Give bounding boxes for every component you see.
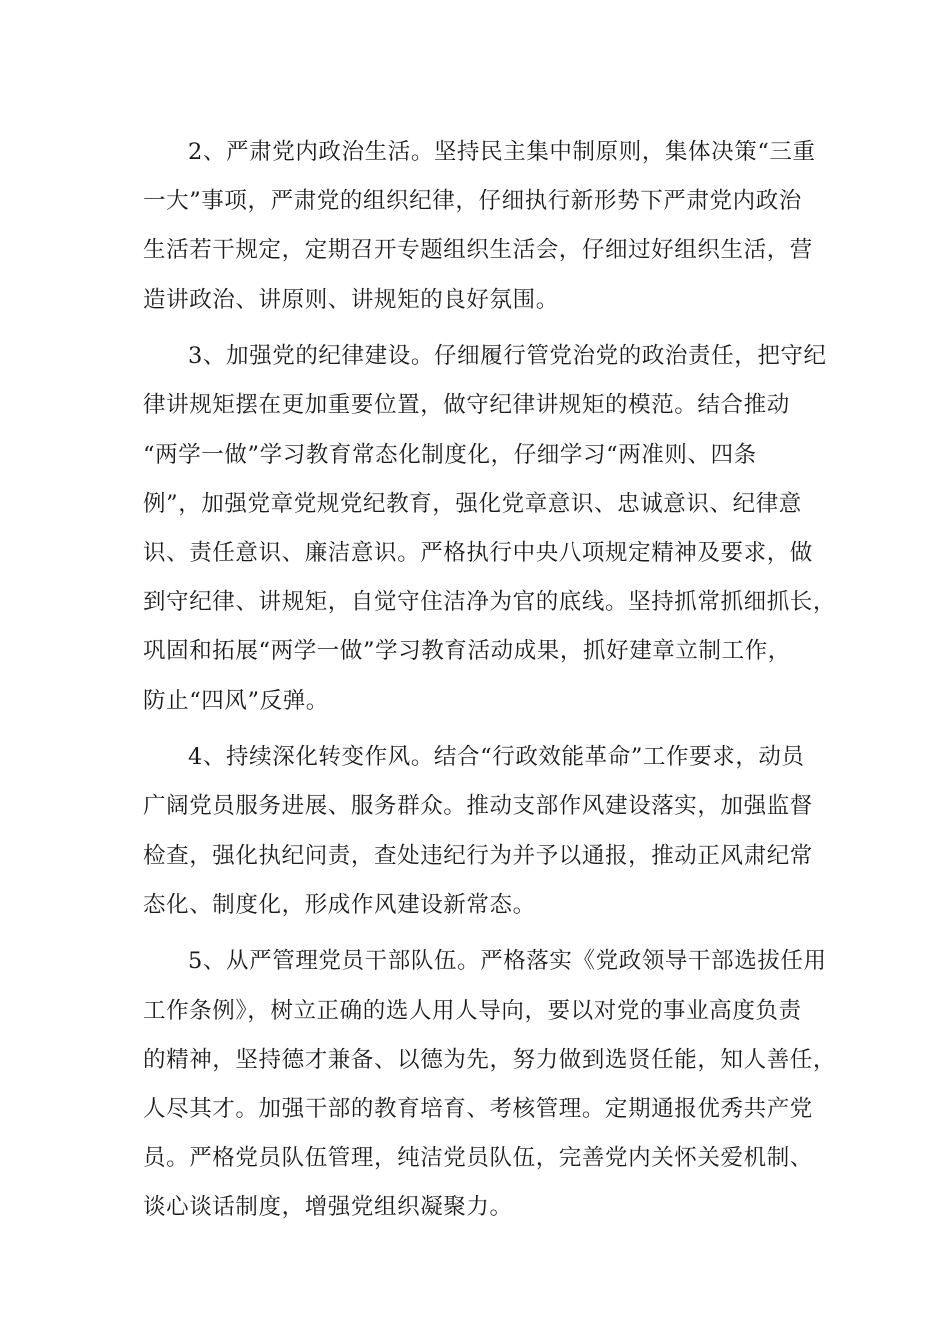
text-line: 人尽其才。加强干部的教育培育、考核管理。定期通报优秀共产党	[143, 1096, 813, 1123]
text-line: 员。严格党员队伍管理，纯洁党员队伍，完善党内关怀关爱机制、	[143, 1145, 813, 1172]
text-line: 例”，加强党章党规党纪教育，强化党章意识、忠诚意识、纪律意	[143, 490, 802, 517]
text-line: 4、持续深化转变作风。结合“行政效能革命”工作要求，动员	[188, 744, 805, 771]
paragraph-work-style	[143, 733, 815, 930]
text-line: 生活若干规定，定期召开专题组织生活会，仔细过好组织生活，营	[143, 237, 813, 264]
text-line: 律讲规矩摆在更加重要位置，做守纪律讲规矩的模范。结合推动	[143, 392, 790, 419]
text-line: 检查，强化执纪问责，查处违纪行为并予以通报，推动正风肃纪常	[143, 842, 813, 869]
paragraph-cadre-management	[143, 937, 837, 1232]
text-line: 识、责任意识、廉洁意识。严格执行中央八项规定精神及要求，做	[143, 540, 813, 567]
text-line: 到守纪律、讲规矩，自觉守住洁净为官的底线。坚持抓常抓细抓长，	[143, 589, 837, 616]
text-line: 3、加强党的纪律建设。仔细履行管党治党的政治责任，把守纪	[188, 343, 827, 370]
paragraph-strict-political-life	[143, 128, 815, 325]
text-line: 造讲政治、讲原则、讲规矩的良好氛围。	[143, 286, 559, 313]
paragraph-discipline-building	[143, 332, 837, 726]
text-line: 一大”事项，严肃党的组织纪律，仔细执行新形势下严肃党内政治	[143, 188, 802, 215]
text-line: “两学一做”学习教育常态化制度化，仔细学习“两准则、四条	[143, 441, 757, 468]
text-line: 工作条例》，树立正确的选人用人导向，要以对党的事业高度负责	[143, 997, 802, 1024]
text-line: 巩固和拓展“两学一做”学习教育活动成果，抓好建章立制工作，	[143, 638, 791, 665]
text-line: 谈心谈话制度，增强党组织凝聚力。	[143, 1194, 513, 1221]
text-line: 态化、制度化，形成作风建设新常态。	[143, 891, 536, 918]
text-line: 防止“四风”反弹。	[143, 687, 329, 714]
text-line: 广阔党员服务进展、服务群众。推动支部作风建设落实，加强监督	[143, 793, 813, 820]
text-line: 2、严肃党内政治生活。坚持民主集中制原则，集体决策“三重	[188, 139, 816, 165]
text-line: 5、从严管理党员干部队伍。严格落实《党政领导干部选拔任用	[188, 948, 827, 975]
document-body	[143, 128, 837, 1233]
text-line: 的精神，坚持德才兼备、以德为先，努力做到选贤任能，知人善任，	[143, 1046, 837, 1073]
